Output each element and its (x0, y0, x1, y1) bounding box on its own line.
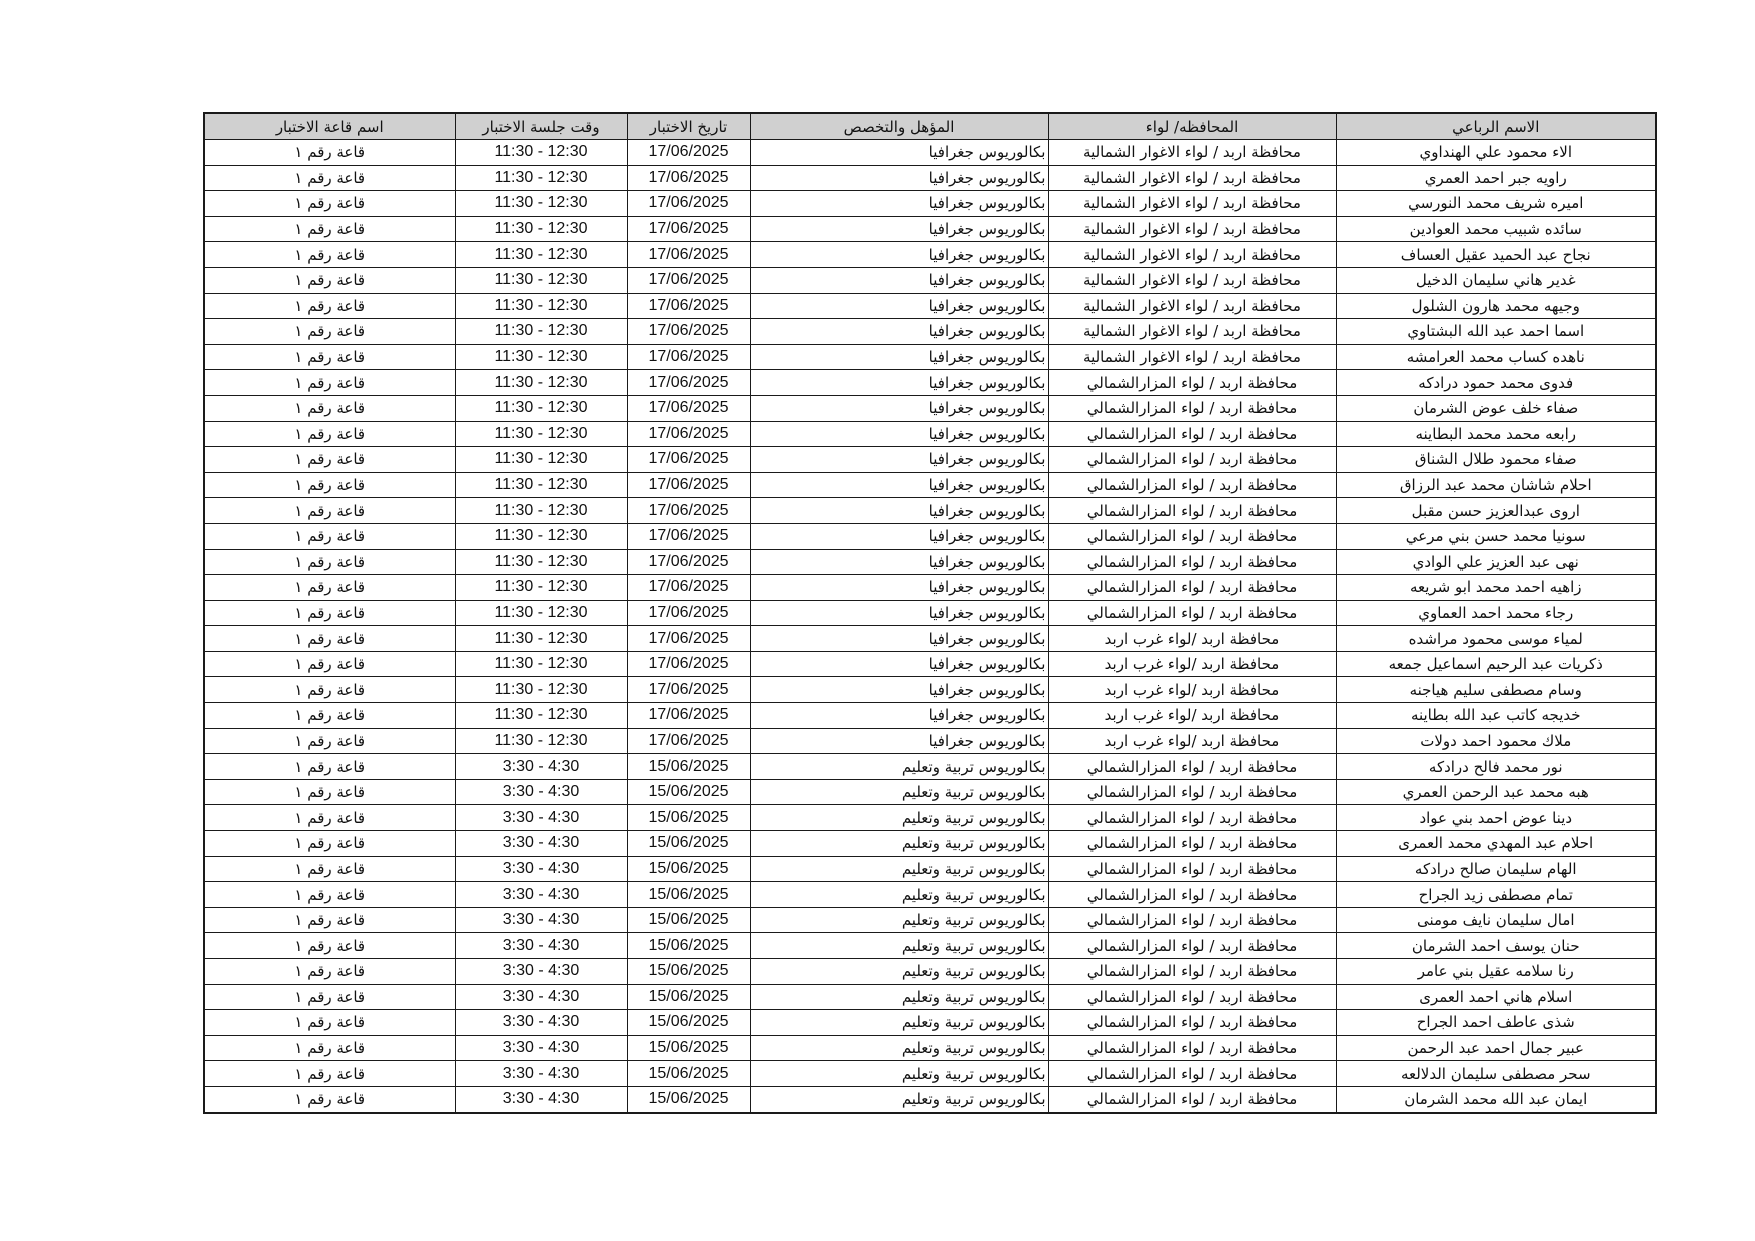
cell-governorate: محافظة اربد / لواء الاغوار الشمالية (1048, 344, 1336, 370)
cell-date: 17/06/2025 (627, 165, 750, 191)
table-row (204, 882, 1656, 908)
cell-governorate: محافظة اربد / لواء المزارالشمالي (1048, 1086, 1336, 1112)
cell-governorate: محافظة اربد / لواء المزارالشمالي (1048, 549, 1336, 575)
table-row (204, 728, 1656, 754)
table-row (204, 651, 1656, 677)
cell-name: ذكريات عبد الرحيم اسماعيل جمعه (1336, 651, 1656, 677)
cell-hall: قاعة رقم ١ (204, 907, 455, 933)
cell-date: 17/06/2025 (627, 370, 750, 396)
table-row (204, 472, 1656, 498)
cell-name: اسلام هاني احمد العمرى (1336, 984, 1656, 1010)
cell-time: 11:30 - 12:30 (455, 575, 627, 601)
header-row (204, 113, 1656, 140)
cell-time: 3:30 - 4:30 (455, 907, 627, 933)
cell-name: رابعه محمد محمد البطاينه (1336, 421, 1656, 447)
cell-name: وجيهه محمد هارون الشلول (1336, 293, 1656, 319)
cell-qualification: بكالوريوس جغرافيا (750, 395, 1048, 421)
cell-qualification: بكالوريوس جغرافيا (750, 703, 1048, 729)
cell-time: 11:30 - 12:30 (455, 600, 627, 626)
cell-time: 11:30 - 12:30 (455, 421, 627, 447)
cell-governorate: محافظة اربد /لواء غرب اربد (1048, 626, 1336, 652)
cell-name: غدير هاني سليمان الدخيل (1336, 267, 1656, 293)
cell-date: 17/06/2025 (627, 293, 750, 319)
cell-hall: قاعة رقم ١ (204, 754, 455, 780)
cell-hall: قاعة رقم ١ (204, 984, 455, 1010)
cell-qualification: بكالوريوس تربية وتعليم (750, 779, 1048, 805)
cell-hall: قاعة رقم ١ (204, 882, 455, 908)
header-name: الاسم الرباعي (1336, 113, 1656, 140)
cell-governorate: محافظة اربد / لواء الاغوار الشمالية (1048, 165, 1336, 191)
table-row (204, 549, 1656, 575)
cell-date: 17/06/2025 (627, 267, 750, 293)
cell-governorate: محافظة اربد / لواء المزارالشمالي (1048, 370, 1336, 396)
cell-hall: قاعة رقم ١ (204, 344, 455, 370)
cell-qualification: بكالوريوس جغرافيا (750, 421, 1048, 447)
cell-governorate: محافظة اربد / لواء المزارالشمالي (1048, 421, 1336, 447)
cell-hall: قاعة رقم ١ (204, 831, 455, 857)
cell-governorate: محافظة اربد /لواء غرب اربد (1048, 703, 1336, 729)
cell-time: 11:30 - 12:30 (455, 140, 627, 166)
cell-hall: قاعة رقم ١ (204, 447, 455, 473)
cell-time: 3:30 - 4:30 (455, 959, 627, 985)
cell-hall: قاعة رقم ١ (204, 1035, 455, 1061)
cell-qualification: بكالوريوس تربية وتعليم (750, 1035, 1048, 1061)
header-qualification: المؤهل والتخصص (750, 113, 1048, 140)
cell-hall: قاعة رقم ١ (204, 1010, 455, 1036)
exam-schedule-table (203, 112, 1657, 1114)
table-row (204, 319, 1656, 345)
cell-hall: قاعة رقم ١ (204, 395, 455, 421)
cell-name: عبير جمال احمد عبد الرحمن (1336, 1035, 1656, 1061)
cell-time: 3:30 - 4:30 (455, 856, 627, 882)
cell-date: 15/06/2025 (627, 1086, 750, 1112)
cell-time: 3:30 - 4:30 (455, 754, 627, 780)
cell-governorate: محافظة اربد / لواء الاغوار الشمالية (1048, 216, 1336, 242)
cell-time: 11:30 - 12:30 (455, 344, 627, 370)
cell-date: 17/06/2025 (627, 395, 750, 421)
table-row (204, 395, 1656, 421)
cell-hall: قاعة رقم ١ (204, 370, 455, 396)
table-row (204, 523, 1656, 549)
cell-time: 11:30 - 12:30 (455, 549, 627, 575)
cell-date: 17/06/2025 (627, 677, 750, 703)
cell-hall: قاعة رقم ١ (204, 216, 455, 242)
cell-governorate: محافظة اربد / لواء الاغوار الشمالية (1048, 140, 1336, 166)
table-row (204, 293, 1656, 319)
cell-time: 11:30 - 12:30 (455, 728, 627, 754)
cell-qualification: بكالوريوس جغرافيا (750, 344, 1048, 370)
cell-name: امال سليمان نايف مومنى (1336, 907, 1656, 933)
table-row (204, 984, 1656, 1010)
cell-qualification: بكالوريوس جغرافيا (750, 267, 1048, 293)
cell-time: 11:30 - 12:30 (455, 523, 627, 549)
cell-governorate: محافظة اربد /لواء غرب اربد (1048, 677, 1336, 703)
cell-qualification: بكالوريوس جغرافيا (750, 242, 1048, 268)
cell-hall: قاعة رقم ١ (204, 549, 455, 575)
header-time: وقت جلسة الاختبار (455, 113, 627, 140)
cell-qualification: بكالوريوس جغرافيا (750, 293, 1048, 319)
cell-qualification: بكالوريوس تربية وتعليم (750, 1010, 1048, 1036)
cell-date: 15/06/2025 (627, 779, 750, 805)
cell-name: سحر مصطفى سليمان الدلالعه (1336, 1061, 1656, 1087)
table-row (204, 1061, 1656, 1087)
cell-date: 17/06/2025 (627, 472, 750, 498)
table-row (204, 1086, 1656, 1112)
table-row (204, 1010, 1656, 1036)
cell-governorate: محافظة اربد / لواء المزارالشمالي (1048, 779, 1336, 805)
cell-qualification: بكالوريوس جغرافيا (750, 191, 1048, 217)
table-row (204, 856, 1656, 882)
cell-time: 3:30 - 4:30 (455, 779, 627, 805)
table-row (204, 805, 1656, 831)
cell-qualification: بكالوريوس جغرافيا (750, 165, 1048, 191)
cell-hall: قاعة رقم ١ (204, 472, 455, 498)
cell-hall: قاعة رقم ١ (204, 805, 455, 831)
table-row (204, 447, 1656, 473)
cell-hall: قاعة رقم ١ (204, 959, 455, 985)
cell-qualification: بكالوريوس جغرافيا (750, 600, 1048, 626)
cell-hall: قاعة رقم ١ (204, 165, 455, 191)
table-row (204, 216, 1656, 242)
cell-qualification: بكالوريوس تربية وتعليم (750, 831, 1048, 857)
cell-governorate: محافظة اربد / لواء المزارالشمالي (1048, 856, 1336, 882)
cell-governorate: محافظة اربد / لواء المزارالشمالي (1048, 447, 1336, 473)
cell-date: 15/06/2025 (627, 959, 750, 985)
cell-qualification: بكالوريوس تربية وتعليم (750, 856, 1048, 882)
cell-name: ناهده كساب محمد العرامشه (1336, 344, 1656, 370)
cell-time: 11:30 - 12:30 (455, 242, 627, 268)
cell-name: الاء محمود علي الهنداوي (1336, 140, 1656, 166)
cell-date: 15/06/2025 (627, 754, 750, 780)
cell-date: 15/06/2025 (627, 856, 750, 882)
cell-time: 11:30 - 12:30 (455, 472, 627, 498)
table-row (204, 626, 1656, 652)
cell-name: اروى عبدالعزيز حسن مقبل (1336, 498, 1656, 524)
cell-hall: قاعة رقم ١ (204, 600, 455, 626)
cell-qualification: بكالوريوس تربية وتعليم (750, 984, 1048, 1010)
cell-governorate: محافظة اربد / لواء المزارالشمالي (1048, 395, 1336, 421)
cell-date: 17/06/2025 (627, 728, 750, 754)
cell-time: 11:30 - 12:30 (455, 216, 627, 242)
cell-name: ملاك محمود احمد دولات (1336, 728, 1656, 754)
cell-name: صفاء محمود طلال الشناق (1336, 447, 1656, 473)
cell-time: 3:30 - 4:30 (455, 1035, 627, 1061)
cell-date: 15/06/2025 (627, 831, 750, 857)
cell-time: 11:30 - 12:30 (455, 370, 627, 396)
cell-name: نور محمد فالح درادكه (1336, 754, 1656, 780)
cell-qualification: بكالوريوس جغرافيا (750, 447, 1048, 473)
cell-name: نجاح عبد الحميد عقيل العساف (1336, 242, 1656, 268)
cell-date: 15/06/2025 (627, 882, 750, 908)
cell-hall: قاعة رقم ١ (204, 856, 455, 882)
cell-name: اسما احمد عبد الله البشتاوي (1336, 319, 1656, 345)
cell-governorate: محافظة اربد / لواء المزارالشمالي (1048, 1035, 1336, 1061)
cell-time: 11:30 - 12:30 (455, 447, 627, 473)
cell-time: 11:30 - 12:30 (455, 165, 627, 191)
cell-hall: قاعة رقم ١ (204, 1086, 455, 1112)
cell-time: 3:30 - 4:30 (455, 1061, 627, 1087)
cell-governorate: محافظة اربد / لواء الاغوار الشمالية (1048, 293, 1336, 319)
cell-qualification: بكالوريوس تربية وتعليم (750, 959, 1048, 985)
table-row (204, 165, 1656, 191)
cell-date: 15/06/2025 (627, 1035, 750, 1061)
cell-date: 17/06/2025 (627, 319, 750, 345)
header-hall: اسم قاعة الاختبار (204, 113, 455, 140)
cell-qualification: بكالوريوس جغرافيا (750, 319, 1048, 345)
cell-hall: قاعة رقم ١ (204, 779, 455, 805)
table-row (204, 140, 1656, 166)
cell-governorate: محافظة اربد / لواء المزارالشمالي (1048, 805, 1336, 831)
header-governorate: المحافظه/ لواء (1048, 113, 1336, 140)
cell-date: 17/06/2025 (627, 447, 750, 473)
table-row (204, 600, 1656, 626)
cell-date: 17/06/2025 (627, 549, 750, 575)
cell-date: 15/06/2025 (627, 805, 750, 831)
cell-name: شذى عاطف احمد الجراح (1336, 1010, 1656, 1036)
cell-date: 15/06/2025 (627, 1010, 750, 1036)
cell-time: 11:30 - 12:30 (455, 677, 627, 703)
cell-name: احلام شاشان محمد عبد الرزاق (1336, 472, 1656, 498)
cell-name: رنا سلامه عقيل بني عامر (1336, 959, 1656, 985)
cell-time: 11:30 - 12:30 (455, 319, 627, 345)
cell-hall: قاعة رقم ١ (204, 575, 455, 601)
cell-time: 11:30 - 12:30 (455, 395, 627, 421)
cell-hall: قاعة رقم ١ (204, 1061, 455, 1087)
cell-date: 17/06/2025 (627, 523, 750, 549)
cell-qualification: بكالوريوس تربية وتعليم (750, 907, 1048, 933)
cell-name: لمياء موسى محمود مراشده (1336, 626, 1656, 652)
cell-hall: قاعة رقم ١ (204, 242, 455, 268)
cell-qualification: بكالوريوس جغرافيا (750, 549, 1048, 575)
table-row (204, 370, 1656, 396)
cell-qualification: بكالوريوس جغرافيا (750, 216, 1048, 242)
cell-qualification: بكالوريوس تربية وتعليم (750, 933, 1048, 959)
cell-date: 17/06/2025 (627, 575, 750, 601)
cell-hall: قاعة رقم ١ (204, 703, 455, 729)
cell-governorate: محافظة اربد / لواء الاغوار الشمالية (1048, 242, 1336, 268)
cell-date: 17/06/2025 (627, 421, 750, 447)
cell-hall: قاعة رقم ١ (204, 523, 455, 549)
cell-governorate: محافظة اربد / لواء المزارالشمالي (1048, 498, 1336, 524)
cell-qualification: بكالوريوس جغرافيا (750, 523, 1048, 549)
cell-time: 3:30 - 4:30 (455, 933, 627, 959)
cell-governorate: محافظة اربد / لواء الاغوار الشمالية (1048, 267, 1336, 293)
cell-name: اميره شريف محمد النورسي (1336, 191, 1656, 217)
cell-qualification: بكالوريوس تربية وتعليم (750, 805, 1048, 831)
cell-date: 15/06/2025 (627, 907, 750, 933)
cell-name: زاهيه احمد محمد ابو شريعه (1336, 575, 1656, 601)
table-row (204, 421, 1656, 447)
table-row (204, 575, 1656, 601)
cell-qualification: بكالوريوس جغرافيا (750, 677, 1048, 703)
table-row (204, 779, 1656, 805)
cell-qualification: بكالوريوس جغرافيا (750, 575, 1048, 601)
table-row (204, 498, 1656, 524)
table-header (204, 113, 1656, 140)
cell-qualification: بكالوريوس تربية وتعليم (750, 1061, 1048, 1087)
cell-time: 3:30 - 4:30 (455, 1086, 627, 1112)
table-row (204, 907, 1656, 933)
cell-name: الهام سليمان صالح درادكه (1336, 856, 1656, 882)
cell-date: 17/06/2025 (627, 216, 750, 242)
cell-governorate: محافظة اربد / لواء المزارالشمالي (1048, 959, 1336, 985)
table-body (204, 140, 1656, 1113)
cell-qualification: بكالوريوس تربية وتعليم (750, 1086, 1048, 1112)
cell-name: ايمان عبد الله محمد الشرمان (1336, 1086, 1656, 1112)
cell-hall: قاعة رقم ١ (204, 191, 455, 217)
cell-name: احلام عبد المهدي محمد العمرى (1336, 831, 1656, 857)
cell-name: تمام مصطفى زيد الجراح (1336, 882, 1656, 908)
cell-qualification: بكالوريوس تربية وتعليم (750, 754, 1048, 780)
cell-governorate: محافظة اربد / لواء المزارالشمالي (1048, 575, 1336, 601)
cell-qualification: بكالوريوس جغرافيا (750, 472, 1048, 498)
cell-governorate: محافظة اربد / لواء الاغوار الشمالية (1048, 191, 1336, 217)
cell-governorate: محافظة اربد / لواء المزارالشمالي (1048, 472, 1336, 498)
cell-governorate: محافظة اربد / لواء المزارالشمالي (1048, 600, 1336, 626)
table-row (204, 1035, 1656, 1061)
table-row (204, 242, 1656, 268)
cell-name: راويه جبر احمد العمري (1336, 165, 1656, 191)
cell-hall: قاعة رقم ١ (204, 626, 455, 652)
cell-name: سونيا محمد حسن بني مرعي (1336, 523, 1656, 549)
table-row (204, 191, 1656, 217)
table-row (204, 677, 1656, 703)
cell-time: 11:30 - 12:30 (455, 191, 627, 217)
table-row (204, 267, 1656, 293)
cell-hall: قاعة رقم ١ (204, 140, 455, 166)
table-row (204, 344, 1656, 370)
cell-time: 11:30 - 12:30 (455, 626, 627, 652)
cell-governorate: محافظة اربد / لواء المزارالشمالي (1048, 523, 1336, 549)
cell-name: فدوى محمد حمود درادكه (1336, 370, 1656, 396)
table-row (204, 831, 1656, 857)
cell-date: 17/06/2025 (627, 703, 750, 729)
cell-time: 3:30 - 4:30 (455, 984, 627, 1010)
cell-time: 3:30 - 4:30 (455, 1010, 627, 1036)
cell-hall: قاعة رقم ١ (204, 421, 455, 447)
cell-name: خديجه كاتب عبد الله بطاينه (1336, 703, 1656, 729)
cell-hall: قاعة رقم ١ (204, 728, 455, 754)
cell-name: نهى عبد العزيز علي الوادي (1336, 549, 1656, 575)
cell-qualification: بكالوريوس جغرافيا (750, 651, 1048, 677)
cell-governorate: محافظة اربد / لواء المزارالشمالي (1048, 1010, 1336, 1036)
cell-hall: قاعة رقم ١ (204, 293, 455, 319)
cell-date: 17/06/2025 (627, 600, 750, 626)
cell-name: حنان يوسف احمد الشرمان (1336, 933, 1656, 959)
cell-governorate: محافظة اربد /لواء غرب اربد (1048, 651, 1336, 677)
cell-date: 17/06/2025 (627, 242, 750, 268)
cell-time: 11:30 - 12:30 (455, 703, 627, 729)
cell-date: 17/06/2025 (627, 498, 750, 524)
table-row (204, 703, 1656, 729)
cell-governorate: محافظة اربد / لواء المزارالشمالي (1048, 984, 1336, 1010)
cell-hall: قاعة رقم ١ (204, 933, 455, 959)
cell-name: هبه محمد عبد الرحمن العمري (1336, 779, 1656, 805)
cell-governorate: محافظة اربد / لواء المزارالشمالي (1048, 933, 1336, 959)
cell-time: 3:30 - 4:30 (455, 831, 627, 857)
cell-date: 17/06/2025 (627, 191, 750, 217)
cell-hall: قاعة رقم ١ (204, 651, 455, 677)
cell-governorate: محافظة اربد / لواء المزارالشمالي (1048, 754, 1336, 780)
cell-hall: قاعة رقم ١ (204, 677, 455, 703)
cell-qualification: بكالوريوس جغرافيا (750, 626, 1048, 652)
cell-time: 3:30 - 4:30 (455, 882, 627, 908)
cell-governorate: محافظة اربد / لواء المزارالشمالي (1048, 882, 1336, 908)
cell-qualification: بكالوريوس جغرافيا (750, 370, 1048, 396)
cell-time: 11:30 - 12:30 (455, 267, 627, 293)
cell-qualification: بكالوريوس جغرافيا (750, 728, 1048, 754)
table-row (204, 754, 1656, 780)
cell-governorate: محافظة اربد /لواء غرب اربد (1048, 728, 1336, 754)
cell-governorate: محافظة اربد / لواء المزارالشمالي (1048, 907, 1336, 933)
cell-time: 11:30 - 12:30 (455, 498, 627, 524)
cell-name: سائده شبيب محمد العوادين (1336, 216, 1656, 242)
cell-qualification: بكالوريوس جغرافيا (750, 140, 1048, 166)
cell-date: 15/06/2025 (627, 984, 750, 1010)
cell-governorate: محافظة اربد / لواء المزارالشمالي (1048, 1061, 1336, 1087)
cell-date: 17/06/2025 (627, 626, 750, 652)
cell-governorate: محافظة اربد / لواء المزارالشمالي (1048, 831, 1336, 857)
cell-qualification: بكالوريوس تربية وتعليم (750, 882, 1048, 908)
cell-governorate: محافظة اربد / لواء الاغوار الشمالية (1048, 319, 1336, 345)
cell-name: دينا عوض احمد بني عواد (1336, 805, 1656, 831)
cell-time: 3:30 - 4:30 (455, 805, 627, 831)
cell-date: 17/06/2025 (627, 140, 750, 166)
table-row (204, 933, 1656, 959)
cell-qualification: بكالوريوس جغرافيا (750, 498, 1048, 524)
cell-hall: قاعة رقم ١ (204, 498, 455, 524)
cell-name: وسام مصطفى سليم هياجنه (1336, 677, 1656, 703)
cell-time: 11:30 - 12:30 (455, 293, 627, 319)
cell-name: صفاء خلف عوض الشرمان (1336, 395, 1656, 421)
header-date: تاريخ الاختبار (627, 113, 750, 140)
cell-date: 17/06/2025 (627, 651, 750, 677)
cell-date: 17/06/2025 (627, 344, 750, 370)
cell-hall: قاعة رقم ١ (204, 267, 455, 293)
cell-hall: قاعة رقم ١ (204, 319, 455, 345)
table-row (204, 959, 1656, 985)
cell-time: 11:30 - 12:30 (455, 651, 627, 677)
cell-date: 15/06/2025 (627, 1061, 750, 1087)
cell-name: رجاء محمد احمد العماوي (1336, 600, 1656, 626)
cell-date: 15/06/2025 (627, 933, 750, 959)
